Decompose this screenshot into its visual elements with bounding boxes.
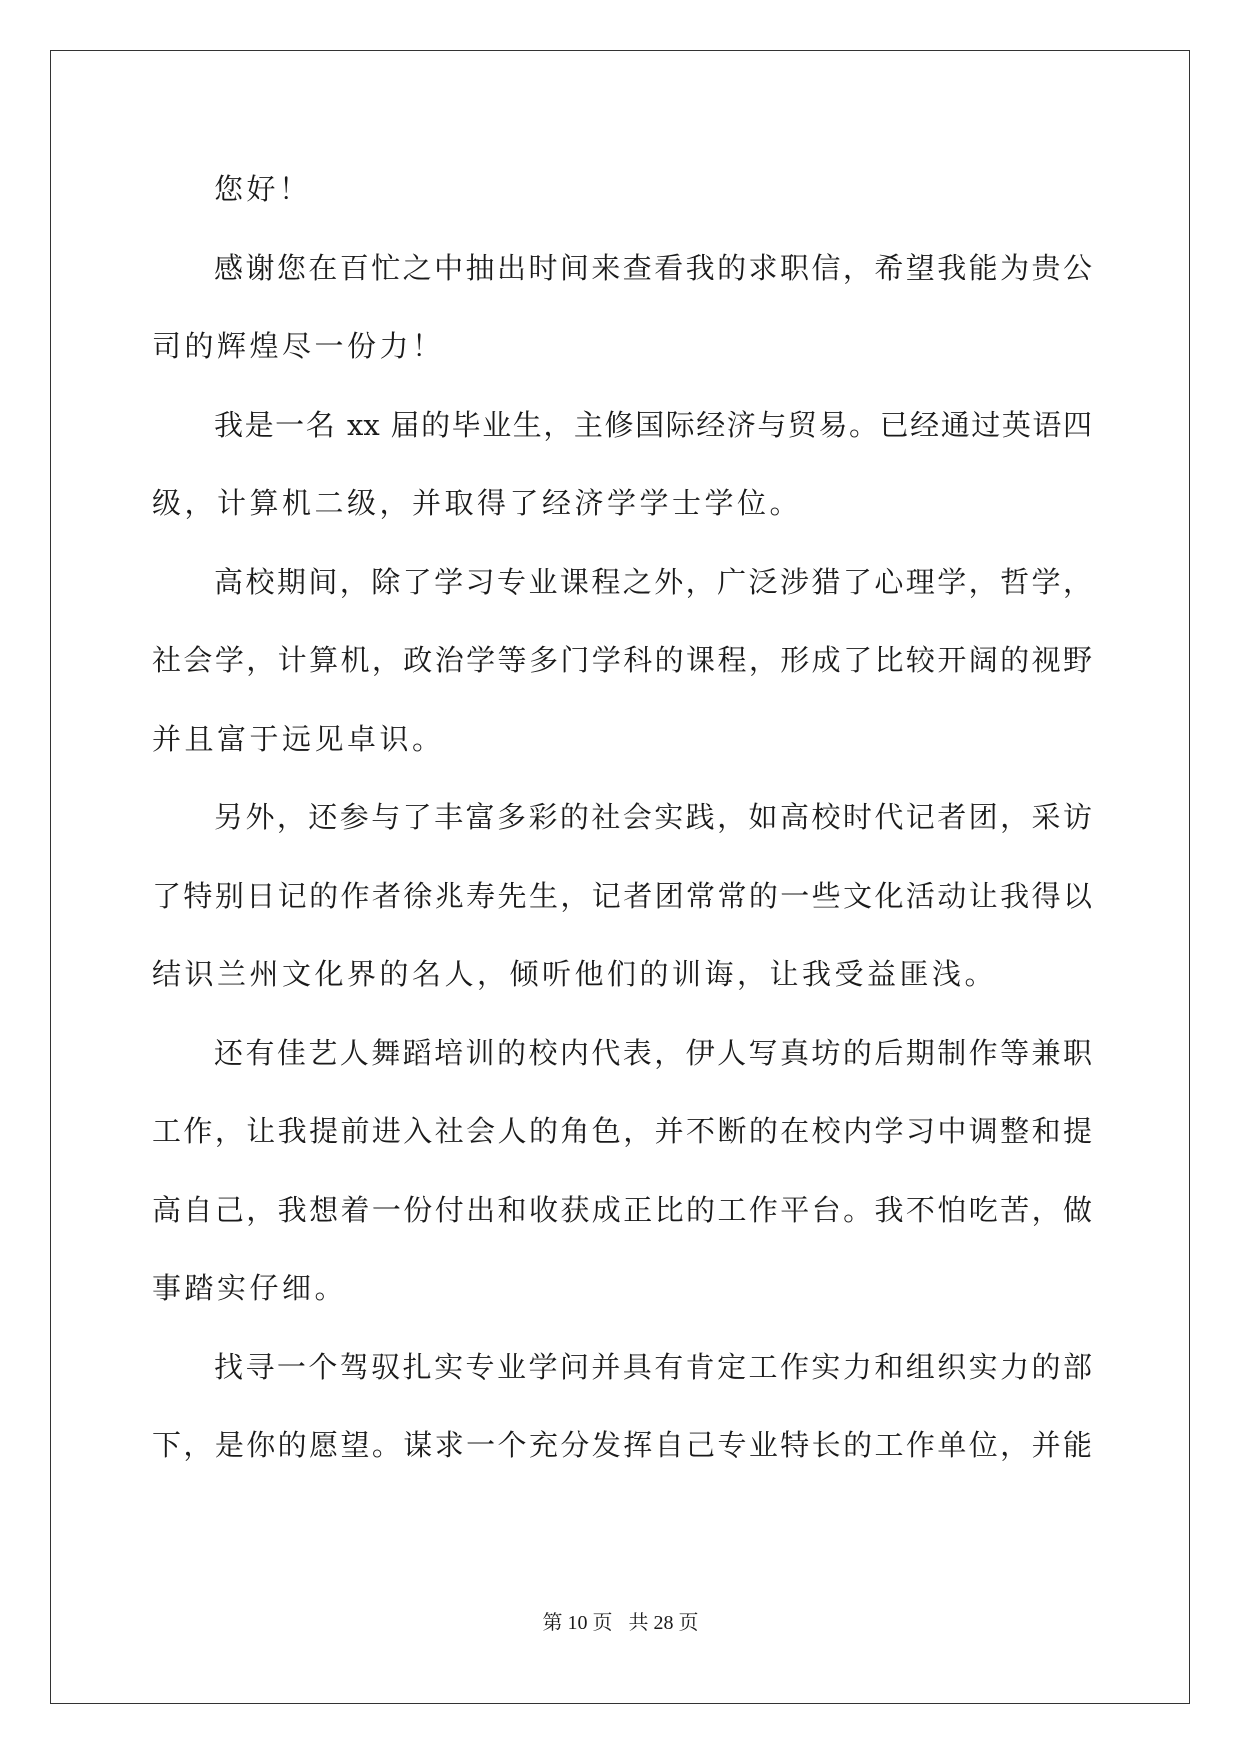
paragraph-line: 高自己，我想着一份付出和收获成正比的工作平台。我不怕吃苦，做 [152,1192,1092,1227]
paragraph-line: 工作，让我提前进入社会人的角色，并不断的在校内学习中调整和提 [152,1114,1092,1148]
current-page-label: 第 10 页 [542,1612,613,1634]
paragraph-line: 还有佳艺人舞蹈培训的校内代表，伊人写真坊的后期制作等兼职 [214,1035,1092,1070]
greeting-line: 您好！ [214,172,312,206]
page-footer [0,1606,1241,1635]
paragraph-line: 并且富于远见卓识。 [152,721,445,756]
total-pages-label: 共 28 页 [628,1612,699,1634]
paragraph-line: 事踏实仔细。 [152,1271,348,1305]
paragraph-line: 下，是你的愿望。谋求一个充分发挥自己专业特长的工作单位，并能 [152,1428,1092,1462]
paragraph-line: 找寻一个驾驭扎实专业学问并具有肯定工作实力和组织实力的部 [214,1349,1092,1384]
paragraph-line: 级，计算机二级，并取得了经济学学士学位。 [152,486,803,520]
paragraph-line: 社会学，计算机，政治学等多门学科的课程，形成了比较开阔的视野 [152,643,1092,677]
paragraph-line: 司的辉煌尽一份力！ [152,329,445,363]
paragraph-line: 结识兰州文化界的名人，倾听他们的训诲，让我受益匪浅。 [152,957,998,991]
paragraph-line: 我是一名 xx 届的毕业生，主修国际经济与贸易。已经通过英语四 [214,407,1092,442]
paragraph-line: 另外，还参与了丰富多彩的社会实践，如高校时代记者团，采访 [214,800,1092,834]
paragraph-line: 了特别日记的作者徐兆寿先生，记者团常常的一些文化活动让我得以 [152,878,1092,913]
paragraph-line: 高校期间，除了学习专业课程之外，广泛涉猎了心理学，哲学， [214,564,1092,599]
paragraph-line: 感谢您在百忙之中抽出时间来查看我的求职信，希望我能为贵公 [214,250,1092,285]
letter-body [152,150,1092,1485]
